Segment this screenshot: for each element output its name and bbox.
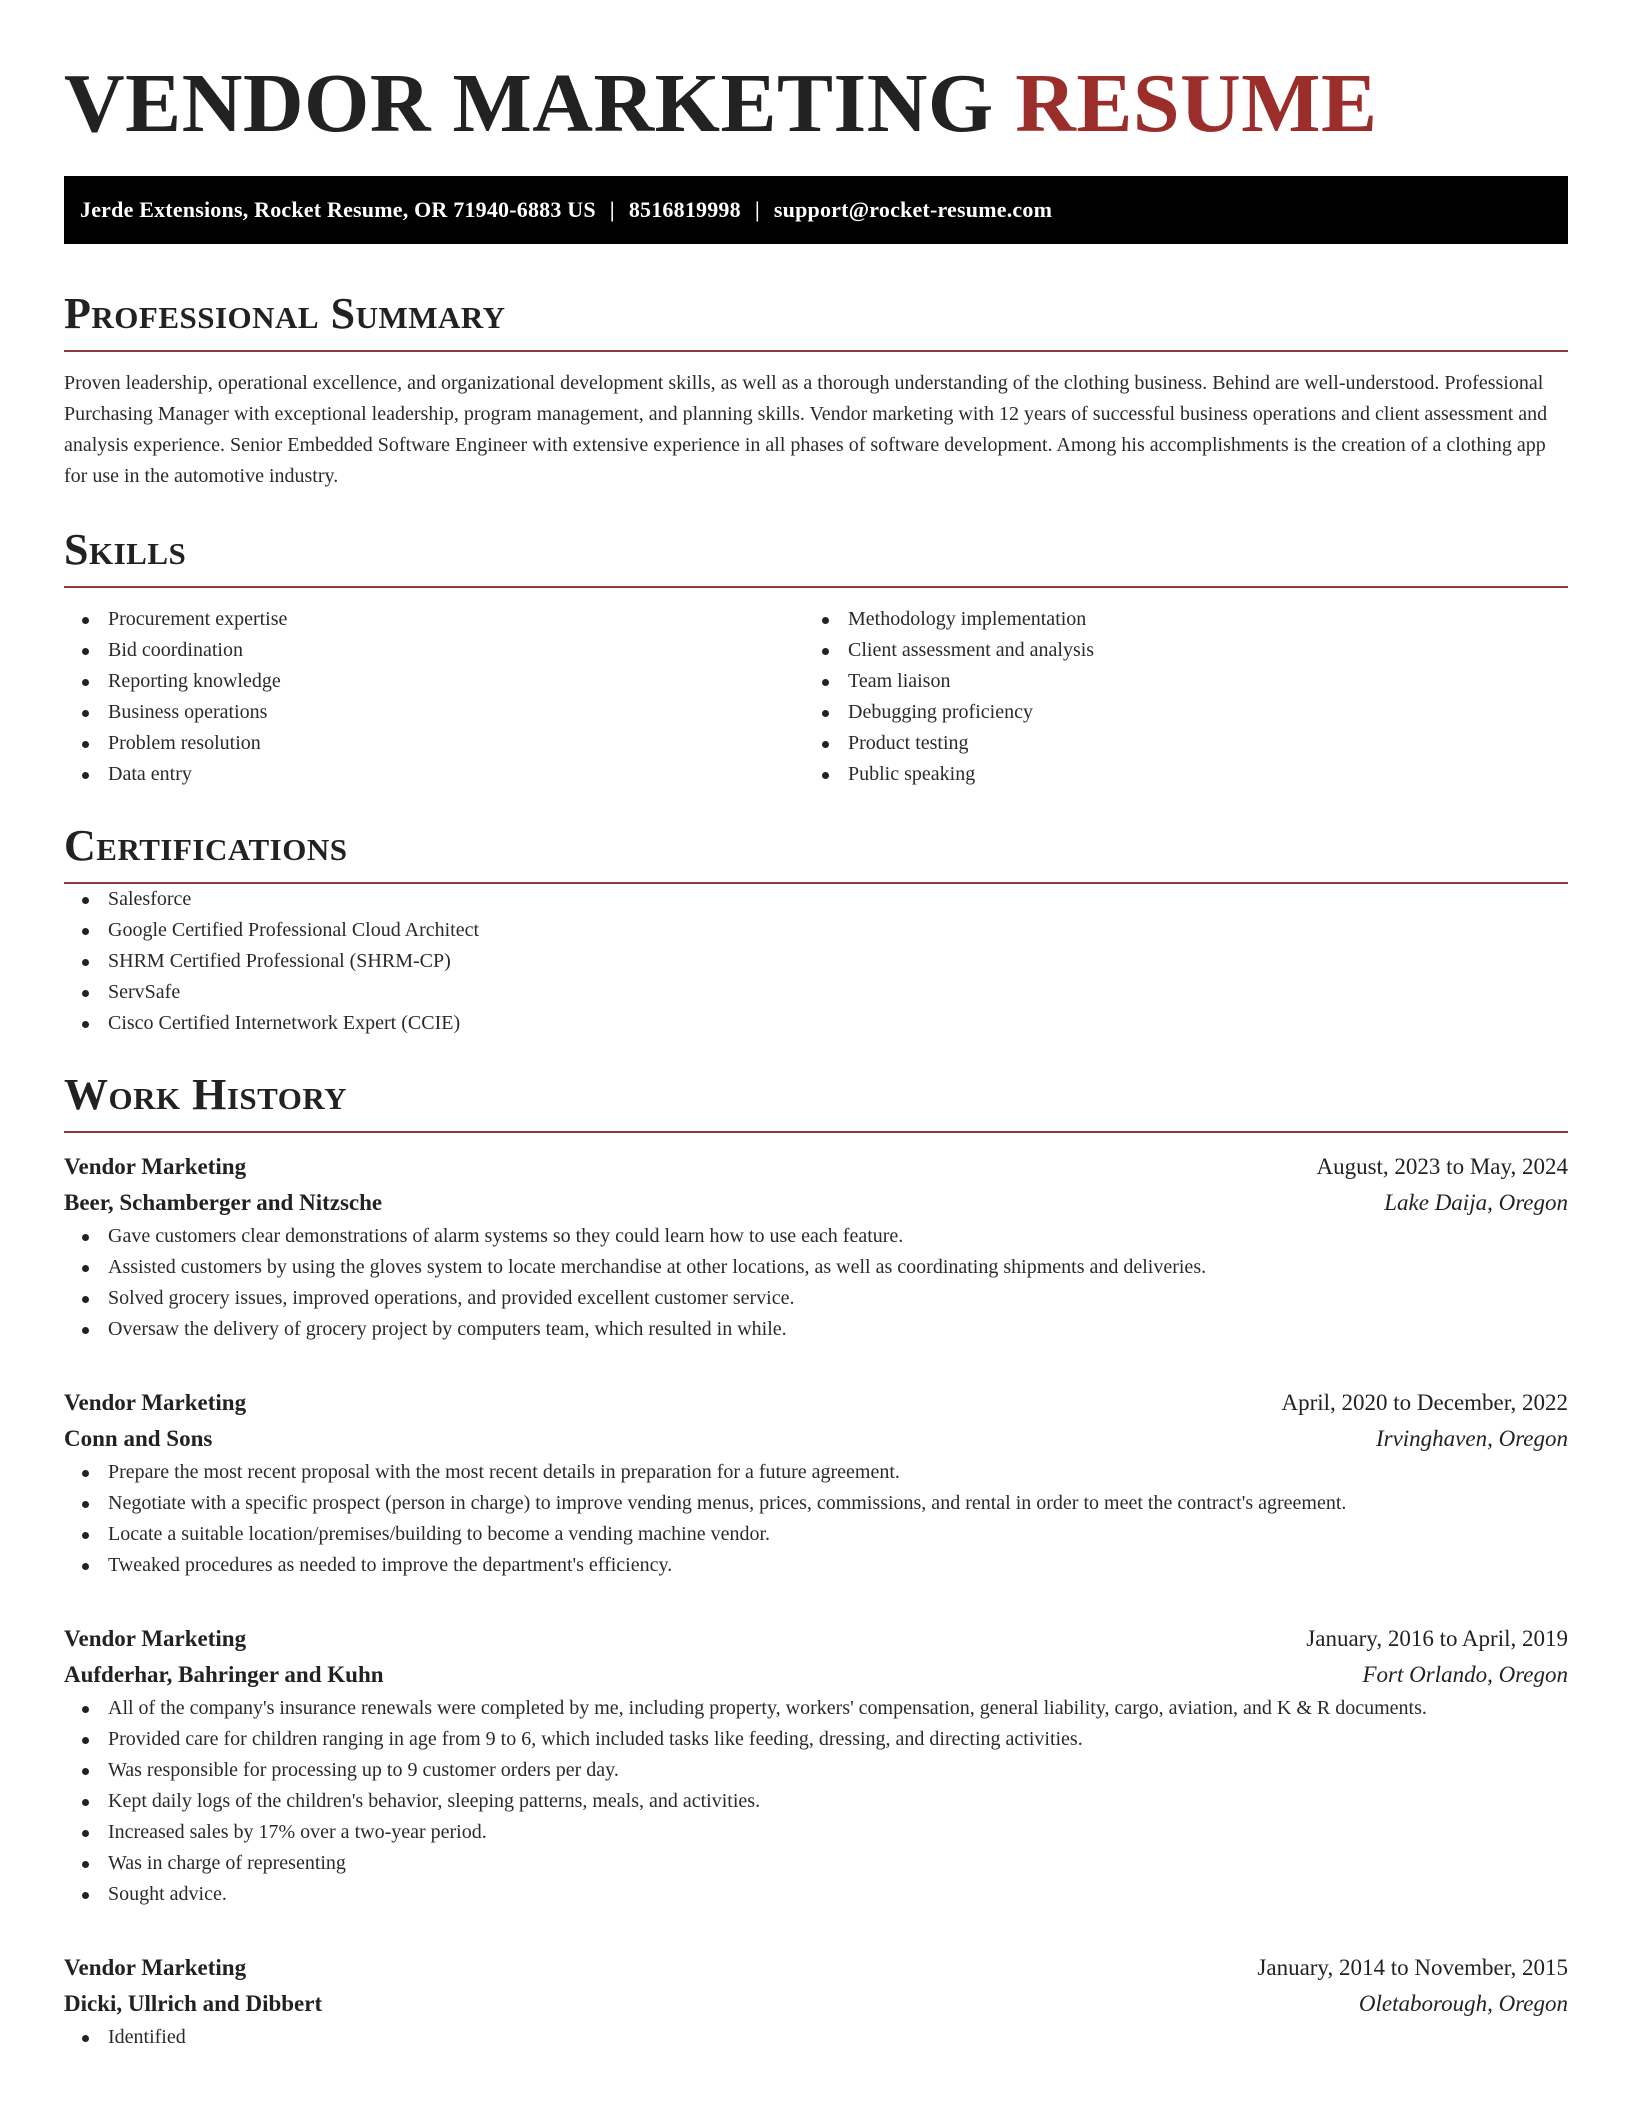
- certification-item: Salesforce: [64, 884, 1568, 915]
- skill-item: Public speaking: [804, 759, 1544, 790]
- job-bullet: Was in charge of representing: [64, 1848, 1568, 1879]
- job-bullets: [64, 2022, 1568, 2053]
- job-header-row: [64, 1149, 1568, 1185]
- skill-item: Data entry: [64, 759, 804, 790]
- contact-email: support@rocket-resume.com: [773, 197, 1053, 222]
- resume-page: [64, 0, 1568, 2053]
- job-header-row: [64, 1950, 1568, 1986]
- job-location: Oletaborough, Oregon: [1358, 1991, 1568, 2016]
- job-bullet: Provided care for children ranging in age from 9 to 6, which included tasks like feeding, dressing, and directing activities.: [64, 1724, 1568, 1755]
- job-header-row: [64, 1385, 1568, 1421]
- job-entry: [64, 1950, 1568, 2053]
- work-history-section: [64, 1069, 1568, 2053]
- certifications-section: [64, 820, 1568, 1039]
- job-bullets: [64, 1221, 1568, 1345]
- job-bullet: Sought advice.: [64, 1879, 1568, 1910]
- job-bullet: Tweaked procedures as needed to improve the department's efficiency.: [64, 1550, 1568, 1581]
- job-bullet: Negotiate with a specific prospect (person in charge) to improve vending menus, prices, commissions, and rental in order to meet the contract's agreement.: [64, 1488, 1568, 1519]
- certification-item: ServSafe: [64, 977, 1568, 1008]
- job-company: Aufderhar, Bahringer and Kuhn: [64, 1662, 384, 1687]
- certifications-list: [64, 884, 1568, 1039]
- resume-title: [64, 0, 1568, 152]
- skill-item: Bid coordination: [64, 635, 804, 666]
- job-entry: [64, 1385, 1568, 1581]
- job-bullets: [64, 1457, 1568, 1581]
- contact-address: Jerde Extensions, Rocket Resume, OR 71940-6883 US: [80, 197, 596, 222]
- job-company-row: [64, 1421, 1568, 1457]
- job-bullet: Was responsible for processing up to 9 customer orders per day.: [64, 1755, 1568, 1786]
- skills-heading: Skills: [64, 525, 187, 574]
- title-accent: RESUME: [1015, 57, 1378, 150]
- job-dates: April, 2020 to December, 2022: [1281, 1390, 1568, 1415]
- job-bullet: Locate a suitable location/premises/building to become a vending machine vendor.: [64, 1519, 1568, 1550]
- job-bullet: Assisted customers by using the gloves system to locate merchandise at other locations, as well as coordinating shipments and deliveries.: [64, 1252, 1568, 1283]
- skill-item: Client assessment and analysis: [804, 635, 1544, 666]
- skill-item: Problem resolution: [64, 728, 804, 759]
- skill-item: Reporting knowledge: [64, 666, 804, 697]
- skill-item: Debugging proficiency: [804, 697, 1544, 728]
- section-divider: [64, 350, 1568, 352]
- job-company: Conn and Sons: [64, 1426, 213, 1451]
- job-header-row: [64, 1621, 1568, 1657]
- job-title: Vendor Marketing: [64, 1626, 247, 1651]
- job-location: Lake Daija, Oregon: [1384, 1190, 1568, 1215]
- job-company: Dicki, Ullrich and Dibbert: [64, 1991, 323, 2016]
- job-dates: January, 2016 to April, 2019: [1306, 1626, 1568, 1651]
- job-bullet: All of the company's insurance renewals were completed by me, including property, workers' compensation, general liability, cargo, aviation, and K & R documents.: [64, 1693, 1568, 1724]
- job-bullet: Solved grocery issues, improved operations, and provided excellent customer service.: [64, 1283, 1568, 1314]
- job-bullets: [64, 1693, 1568, 1910]
- job-title: Vendor Marketing: [64, 1390, 247, 1415]
- job-title: Vendor Marketing: [64, 1154, 247, 1179]
- work-history-heading: Work History: [64, 1070, 348, 1119]
- contact-separator: |: [609, 197, 615, 222]
- job-bullet: Identified: [64, 2022, 1568, 2053]
- job-company-row: [64, 1657, 1568, 1693]
- contact-separator: |: [754, 197, 760, 222]
- title-main: VENDOR MARKETING: [64, 57, 994, 150]
- job-bullet: Kept daily logs of the children's behavior, sleeping patterns, meals, and activities.: [64, 1786, 1568, 1817]
- contact-bar: [64, 176, 1568, 244]
- job-entry: [64, 1621, 1568, 1910]
- job-bullet: Increased sales by 17% over a two-year period.: [64, 1817, 1568, 1848]
- skill-item: Methodology implementation: [804, 604, 1544, 635]
- job-company-row: [64, 1986, 1568, 2022]
- job-bullet: Gave customers clear demonstrations of alarm systems so they could learn how to use each feature.: [64, 1221, 1568, 1252]
- summary-heading: Professional Summary: [64, 289, 506, 338]
- skills-grid: [64, 604, 1568, 790]
- job-location: Fort Orlando, Oregon: [1362, 1662, 1568, 1687]
- summary-section: [64, 288, 1568, 492]
- certification-item: Cisco Certified Internetwork Expert (CCIE): [64, 1008, 1568, 1039]
- job-bullet: Prepare the most recent proposal with the most recent details in preparation for a future agreement.: [64, 1457, 1568, 1488]
- certifications-heading: Certifications: [64, 821, 348, 870]
- certification-item: SHRM Certified Professional (SHRM-CP): [64, 946, 1568, 977]
- skills-list-right: [804, 604, 1544, 790]
- certification-item: Google Certified Professional Cloud Architect: [64, 915, 1568, 946]
- job-dates: August, 2023 to May, 2024: [1316, 1154, 1568, 1179]
- job-location: Irvinghaven, Oregon: [1375, 1426, 1568, 1451]
- section-divider: [64, 586, 1568, 588]
- job-company-row: [64, 1185, 1568, 1221]
- contact-phone: 8516819998: [628, 197, 741, 222]
- skill-item: Product testing: [804, 728, 1544, 759]
- skill-item: Business operations: [64, 697, 804, 728]
- skill-item: Procurement expertise: [64, 604, 804, 635]
- section-divider: [64, 1131, 1568, 1133]
- skills-section: [64, 524, 1568, 790]
- job-dates: January, 2014 to November, 2015: [1257, 1955, 1568, 1980]
- job-company: Beer, Schamberger and Nitzsche: [64, 1190, 383, 1215]
- job-entry: [64, 1149, 1568, 1345]
- job-title: Vendor Marketing: [64, 1955, 247, 1980]
- summary-text: Proven leadership, operational excellence, and organizational development skills, as well as a thorough understanding of the clothing business. Behind are well-understood. Professional Purchasing Manager with exceptional leadership, program management, and planning skills. Vendor marketing with 12 years of successful business operations and client assessment and analysis experience. Senior Embedded Software Engineer with extensive experience in all phases of software development. Among his accomplishments is the creation of a clothing app for use in the automotive industry.: [64, 372, 1548, 487]
- job-bullet: Oversaw the delivery of grocery project by computers team, which resulted in while.: [64, 1314, 1568, 1345]
- skill-item: Team liaison: [804, 666, 1544, 697]
- skills-list-left: [64, 604, 804, 790]
